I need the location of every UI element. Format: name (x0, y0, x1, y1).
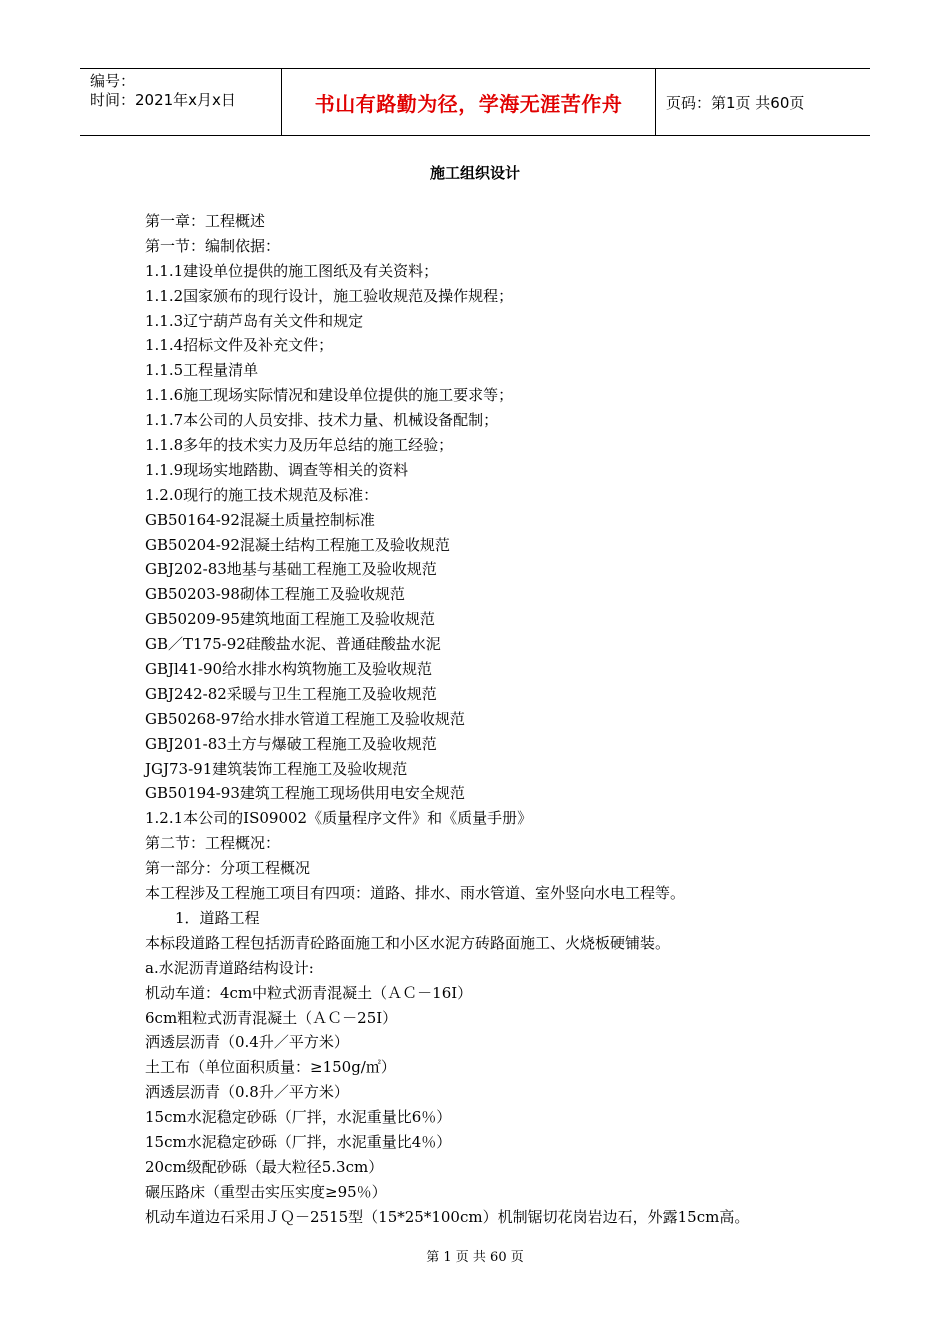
body-line: 20cm级配砂砾（最大粒径5.3cm） (145, 1157, 384, 1176)
body-line: 1.1.3辽宁葫芦岛有关文件和规定 (145, 311, 364, 330)
body-line: 15cm水泥稳定砂砾（厂拌，水泥重量比6％） (145, 1108, 452, 1127)
body-line: 1.1.4招标文件及补充文件； (145, 336, 334, 355)
document-body (145, 209, 845, 1230)
document-number-label: 编号： (90, 72, 136, 90)
body-line: GB50268-97给水排水管道工程施工及验收规范 (145, 709, 465, 728)
body-line: 1.1.5工程量清单 (145, 361, 259, 380)
body-line: 第一节：编制依据： (145, 236, 281, 255)
body-line: GB／T175-92硅酸盐水泥、普通硅酸盐水泥 (145, 635, 441, 654)
body-line: GB50209-95建筑地面工程施工及验收规范 (145, 610, 435, 629)
body-line: 1.1.1建设单位提供的施工图纸及有关资料； (145, 261, 439, 280)
body-line: a.水泥沥青道路结构设计: (145, 958, 314, 977)
body-line: GB50194-93建筑工程施工现场供用电安全规范 (145, 784, 465, 803)
body-line: 1.1.7本公司的人员安排、技术力量、机械设备配制； (145, 411, 499, 430)
page-header (80, 68, 870, 136)
body-line: 1.1.6施工现场实际情况和建设单位提供的施工要求等； (145, 386, 514, 405)
body-line: 土工布（单位面积质量：≥150g/㎡） (145, 1058, 396, 1077)
body-line: GB50204-92混凝土结构工程施工及验收规范 (145, 535, 450, 554)
body-line: 1.2.1本公司的IS09002《质量程序文件》和《质量手册》 (145, 809, 533, 828)
header-motto-cell (282, 69, 656, 135)
body-line: 第一部分：分项工程概况 (145, 859, 311, 878)
body-line: GB50164-92混凝土质量控制标准 (145, 510, 375, 529)
body-line: GBJl41-90给水排水构筑物施工及验收规范 (145, 660, 433, 679)
body-line: 15cm水泥稳定砂砾（厂拌，水泥重量比4％） (145, 1132, 452, 1151)
body-line: 机动车道边石采用ＪＱ－2515型（15*25*100cm）机制锯切花岗岩边石，外露15cm高。 (145, 1207, 750, 1226)
body-line: 1.1.2国家颁布的现行设计，施工验收规范及操作规程； (145, 286, 514, 305)
body-line: 洒透层沥青（0.8升／平方米） (145, 1083, 349, 1102)
body-line: 1.1.9现场实地踏勘、调查等相关的资料 (145, 460, 409, 479)
body-line: 洒透层沥青（0.4升／平方米） (145, 1033, 349, 1052)
body-line: 碾压路床（重型击实压实度≥95％） (145, 1182, 387, 1201)
header-meta (80, 69, 282, 135)
header-motto: 书山有路勤为径，学海无涯苦作舟 (314, 91, 623, 116)
body-line: GBJ242-82采暖与卫生工程施工及验收规范 (145, 684, 437, 703)
body-line: 本标段道路工程包括沥青砼路面施工和小区水泥方砖路面施工、火烧板硬铺装。 (145, 933, 671, 952)
body-line: JGJ73-91建筑装饰工程施工及验收规范 (145, 759, 408, 778)
body-line: GBJ202-83地基与基础工程施工及验收规范 (145, 560, 437, 579)
body-line: 第二节：工程概况： (145, 834, 281, 853)
body-line: 本工程涉及工程施工项目有四项：道路、排水、雨水管道、室外竖向水电工程等。 (145, 884, 686, 903)
header-page-info (656, 69, 870, 135)
body-line: GBJ201-83土方与爆破工程施工及验收规范 (145, 734, 437, 753)
body-line: GB50203-98砌体工程施工及验收规范 (145, 585, 405, 604)
body-line: 1.1.8多年的技术实力及历年总结的施工经验； (145, 436, 454, 455)
body-line: 6cm粗粒式沥青混凝土（ＡＣ－25I） (145, 1008, 398, 1027)
body-line: 1.2.0现行的施工技术规范及标准： (145, 485, 379, 504)
document-title: 施工组织设计 (429, 164, 520, 182)
page-footer: 第 1 页 共 60 页 (426, 1250, 524, 1265)
body-line: 第一章：工程概述 (145, 212, 266, 230)
body-line: 机动车道：4cm中粒式沥青混凝土（ＡＣ－16I） (145, 983, 473, 1002)
header-page-number: 页码：第1页 共60页 (666, 93, 805, 112)
document-date: 时间：2021年x月x日 (90, 91, 236, 109)
body-line: 1．道路工程 (175, 908, 260, 927)
